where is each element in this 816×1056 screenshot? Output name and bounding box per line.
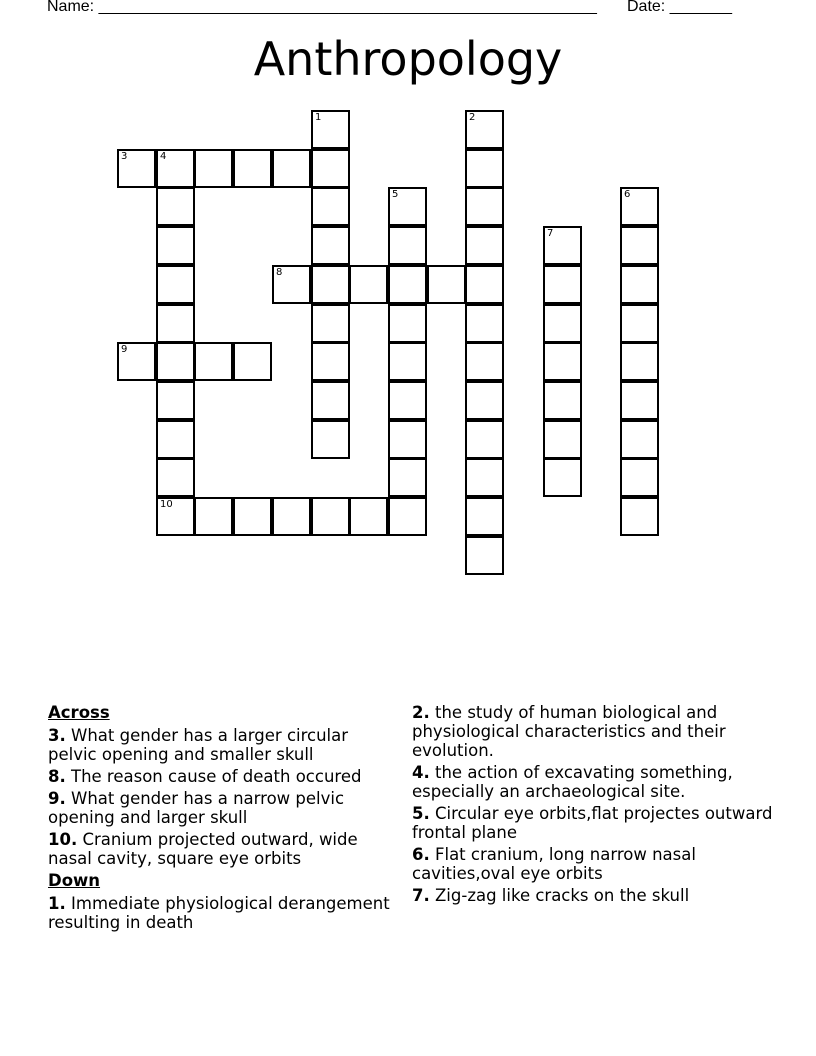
grid-cell[interactable] [543, 304, 582, 343]
grid-cell[interactable] [388, 187, 427, 226]
clue-number: 7. [412, 886, 430, 905]
clue-number: 1. [48, 894, 66, 913]
down-clue-5 [412, 804, 782, 842]
grid-cell[interactable] [543, 381, 582, 420]
cell-number: 8 [276, 267, 283, 278]
grid-cell[interactable] [620, 187, 659, 226]
grid-cell[interactable] [311, 149, 350, 188]
grid-cell[interactable] [156, 265, 195, 304]
clue-number: 3. [48, 726, 66, 745]
grid-cell[interactable] [388, 226, 427, 265]
grid-cell[interactable] [311, 497, 350, 536]
grid-cell[interactable] [543, 458, 582, 497]
clue-text: Immediate physiological derangement resulting in death [48, 894, 390, 932]
down-clue-6 [412, 845, 782, 883]
clue-number: 10. [48, 830, 78, 849]
grid-cell[interactable] [620, 458, 659, 497]
clue-number: 9. [48, 789, 66, 808]
grid-cell[interactable] [620, 226, 659, 265]
grid-cell[interactable] [156, 342, 195, 381]
grid-cell[interactable] [543, 342, 582, 381]
down-clue-4 [412, 763, 782, 801]
cell-number: 4 [160, 151, 167, 162]
grid-cell[interactable] [117, 149, 156, 188]
grid-cell[interactable] [620, 342, 659, 381]
grid-cell[interactable] [465, 226, 504, 265]
grid-cell[interactable] [156, 458, 195, 497]
down-clue-1 [48, 894, 398, 932]
grid-cell[interactable] [465, 342, 504, 381]
grid-cell[interactable] [465, 497, 504, 536]
page-title: Anthropology [253, 32, 563, 86]
grid-cell[interactable] [194, 342, 233, 381]
grid-cell[interactable] [311, 110, 350, 149]
grid-cell[interactable] [349, 497, 388, 536]
down-heading: Down [48, 871, 101, 890]
clue-text: the study of human biological and physiological characteristics and their evolution. [412, 703, 726, 760]
cell-number: 9 [121, 344, 128, 355]
grid-cell[interactable] [194, 149, 233, 188]
grid-cell[interactable] [465, 381, 504, 420]
clue-number: 6. [412, 845, 430, 864]
grid-cell[interactable] [388, 265, 427, 304]
grid-cell[interactable] [620, 265, 659, 304]
grid-cell[interactable] [233, 342, 272, 381]
clue-column-left [48, 703, 398, 935]
grid-cell[interactable] [311, 420, 350, 459]
grid-cell[interactable] [388, 342, 427, 381]
grid-cell[interactable] [156, 187, 195, 226]
grid-cell[interactable] [465, 110, 504, 149]
clue-text: Circular eye orbits,flat projectes outward frontal plane [412, 804, 773, 842]
grid-cell[interactable] [620, 381, 659, 420]
grid-cell[interactable] [388, 304, 427, 343]
grid-cell[interactable] [349, 265, 388, 304]
grid-cell[interactable] [388, 381, 427, 420]
name-line: Name: ________________________________________________________ [47, 0, 597, 15]
clue-number: 8. [48, 767, 66, 786]
grid-cell[interactable] [465, 536, 504, 575]
cell-number: 5 [392, 189, 399, 200]
cell-number: 3 [121, 151, 128, 162]
grid-cell[interactable] [543, 226, 582, 265]
grid-cell[interactable] [233, 497, 272, 536]
clue-text: Zig-zag like cracks on the skull [435, 886, 690, 905]
grid-cell[interactable] [620, 497, 659, 536]
grid-cell[interactable] [465, 420, 504, 459]
clue-text: What gender has a narrow pelvic opening and larger skull [48, 789, 345, 827]
grid-cell[interactable] [465, 149, 504, 188]
clue-number: 4. [412, 763, 430, 782]
clue-text: The reason cause of death occured [71, 767, 362, 786]
grid-cell[interactable] [272, 149, 311, 188]
date-line: Date: _______ [627, 0, 732, 15]
clue-column-right [412, 703, 782, 908]
across-clue-8 [48, 767, 398, 786]
cell-number: 6 [624, 189, 631, 200]
grid-cell[interactable] [156, 420, 195, 459]
grid-cell[interactable] [272, 265, 311, 304]
grid-cell[interactable] [465, 187, 504, 226]
cell-number: 2 [469, 112, 476, 123]
clue-number: 5. [412, 804, 430, 823]
grid-cell[interactable] [388, 458, 427, 497]
cell-number: 7 [547, 228, 554, 239]
across-clue-3 [48, 726, 398, 764]
down-clue-2 [412, 703, 782, 760]
clue-text: Cranium projected outward, wide nasal cavity, square eye orbits [48, 830, 358, 868]
across-heading: Across [48, 703, 110, 722]
grid-cell[interactable] [311, 342, 350, 381]
grid-cell[interactable] [465, 265, 504, 304]
clue-text: the action of excavating something, especially an archaeological site. [412, 763, 733, 801]
grid-cell[interactable] [620, 304, 659, 343]
down-clue-7 [412, 886, 782, 905]
grid-cell[interactable] [156, 304, 195, 343]
clue-text: What gender has a larger circular pelvic opening and smaller skull [48, 726, 349, 764]
grid-cell[interactable] [272, 497, 311, 536]
grid-cell[interactable] [388, 420, 427, 459]
across-clue-10 [48, 830, 398, 868]
cell-number: 1 [315, 112, 322, 123]
cell-number: 10 [160, 499, 173, 510]
grid-cell[interactable] [465, 304, 504, 343]
grid-cell[interactable] [156, 381, 195, 420]
grid-cell[interactable] [156, 497, 195, 536]
grid-cell[interactable] [311, 226, 350, 265]
grid-cell[interactable] [117, 342, 156, 381]
grid-cell[interactable] [543, 265, 582, 304]
grid-cell[interactable] [311, 187, 350, 226]
across-clue-9 [48, 789, 398, 827]
grid-cell[interactable] [388, 497, 427, 536]
grid-cell[interactable] [194, 497, 233, 536]
grid-cell[interactable] [311, 304, 350, 343]
grid-cell[interactable] [311, 381, 350, 420]
clue-text: Flat cranium, long narrow nasal cavities,oval eye orbits [412, 845, 696, 883]
grid-cell[interactable] [156, 149, 195, 188]
grid-cell[interactable] [465, 458, 504, 497]
grid-cell[interactable] [311, 265, 350, 304]
grid-cell[interactable] [427, 265, 466, 304]
clue-number: 2. [412, 703, 430, 722]
grid-cell[interactable] [156, 226, 195, 265]
grid-cell[interactable] [233, 149, 272, 188]
grid-cell[interactable] [543, 420, 582, 459]
grid-cell[interactable] [620, 420, 659, 459]
